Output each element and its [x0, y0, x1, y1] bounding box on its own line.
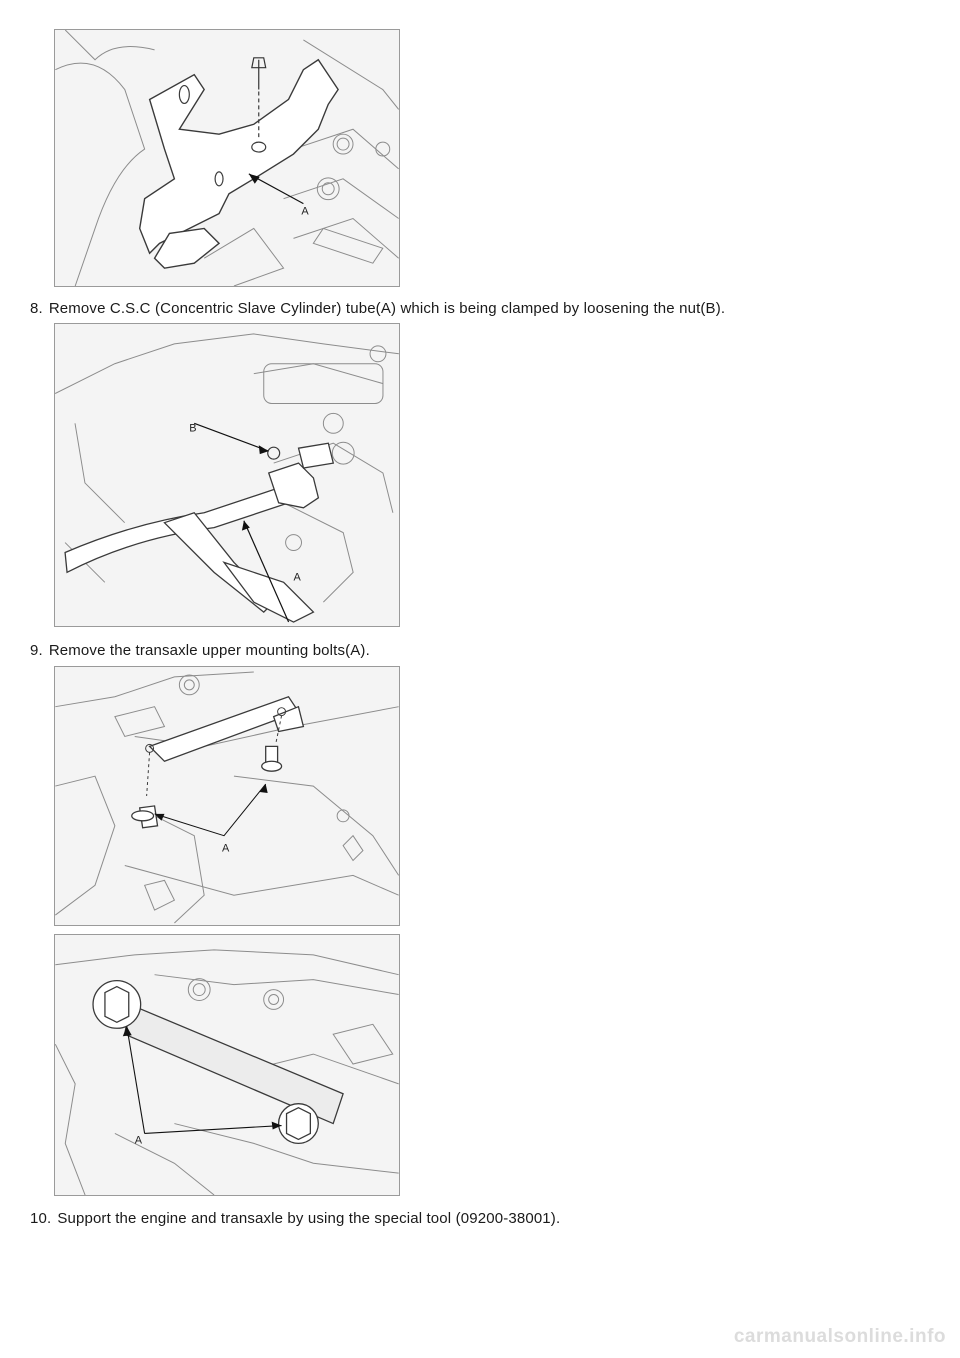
callout-label-a: A: [222, 842, 230, 855]
upper-bolts-illustration: [55, 667, 399, 925]
figure-bracket: [54, 29, 400, 287]
callout-label-a: A: [293, 571, 301, 584]
step-text: Support the engine and transaxle by using the special tool (09200-38001).: [57, 1210, 561, 1227]
callout-label-b: B: [189, 422, 197, 435]
watermark: carmanualsonline.info: [733, 1326, 946, 1347]
step-10: [30, 1210, 560, 1228]
step-8: [30, 300, 725, 318]
figure-upper-mounting-bolts: [54, 666, 400, 926]
step-text: Remove the transaxle upper mounting bolts(A).: [48, 642, 370, 659]
bracket-illustration: [55, 30, 399, 286]
callout-label-a: A: [301, 205, 309, 218]
lower-bolts-illustration: [55, 935, 399, 1195]
step-number: 10.: [30, 1210, 52, 1227]
step-number: 9.: [30, 642, 43, 659]
csc-tube-illustration: [55, 324, 399, 626]
figure-csc-tube: [54, 323, 400, 627]
step-text: Remove C.S.C (Concentric Slave Cylinder) tube(A) which is being clamped by loosening the nut(B).: [48, 300, 726, 317]
step-9: [30, 642, 370, 660]
figure-lower-bolts: [54, 934, 400, 1196]
callout-label-a: A: [134, 1134, 142, 1147]
step-number: 8.: [30, 300, 43, 317]
